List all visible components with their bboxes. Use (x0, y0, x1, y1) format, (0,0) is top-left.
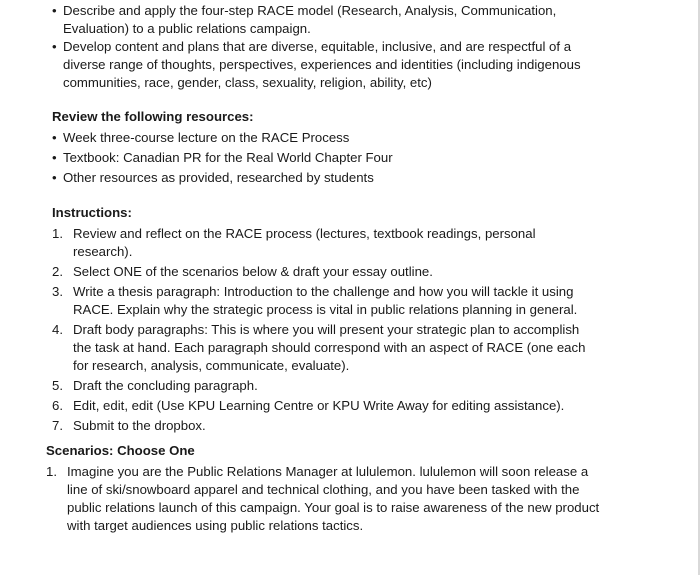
bullet-icon: • (52, 130, 57, 145)
instructions-list (52, 225, 597, 435)
instruction-text: Draft body paragraphs: This is where you will present your strategic plan to accomplish the task at hand. Each paragraph should correspond with an aspect of RACE (one each for research, analysis, communicate, evaluate). (73, 322, 586, 373)
list-item (52, 417, 597, 435)
list-item (52, 321, 597, 375)
instructions-heading: Instructions: (52, 205, 132, 220)
item-number: 6. (52, 398, 63, 413)
list-item (52, 2, 587, 38)
list-item (52, 397, 597, 415)
resource-text: Week three-course lecture on the RACE Process (63, 130, 350, 145)
item-number: 2. (52, 264, 63, 279)
bullet-icon: • (52, 170, 57, 185)
bullet-icon: • (52, 39, 57, 54)
list-item (52, 129, 592, 147)
instruction-text: Edit, edit, edit (Use KPU Learning Centre or KPU Write Away for editing assistance). (73, 398, 565, 413)
resource-text: Other resources as provided, researched by students (63, 170, 374, 185)
list-item (52, 169, 592, 187)
bullet-icon: • (52, 3, 57, 18)
instruction-text: Submit to the dropbox. (73, 418, 206, 433)
objective-text: Develop content and plans that are diverse, equitable, inclusive, and are respectful of a diverse range of thoughts, perspectives, experiences and identities (including indigenous communities, race, gender, class, sexuality, religion, ability, etc) (63, 39, 581, 90)
item-number: 7. (52, 418, 63, 433)
instruction-text: Select ONE of the scenarios below & draft your essay outline. (73, 264, 433, 279)
list-item (52, 149, 592, 167)
item-number: 5. (52, 378, 63, 393)
resources-list (52, 129, 592, 187)
objective-text: Describe and apply the four-step RACE model (Research, Analysis, Communication, Evaluation) to a public relations campaign. (63, 3, 557, 36)
list-item (52, 225, 597, 261)
list-item (52, 263, 597, 281)
instruction-text: Review and reflect on the RACE process (lectures, textbook readings, personal research). (73, 226, 536, 259)
list-item (46, 463, 606, 535)
resources-section (52, 108, 592, 187)
instruction-text: Write a thesis paragraph: Introduction to the challenge and how you will tackle it using RACE. Explain why the strategic process is vital in public relations planning in general. (73, 284, 578, 317)
scenarios-list (46, 463, 606, 535)
instruction-text: Draft the concluding paragraph. (73, 378, 258, 393)
objectives-list (52, 2, 587, 92)
resource-text: Textbook: Canadian PR for the Real World Chapter Four (63, 150, 393, 165)
scenarios-section (46, 442, 606, 535)
list-item (52, 377, 597, 395)
scenarios-heading: Scenarios: Choose One (46, 443, 195, 458)
list-item (52, 283, 597, 319)
list-item (52, 38, 587, 92)
bullet-icon: • (52, 150, 57, 165)
item-number: 3. (52, 284, 63, 299)
resources-heading: Review the following resources: (52, 109, 254, 124)
item-number: 1. (52, 226, 63, 241)
item-number: 4. (52, 322, 63, 337)
instructions-section (52, 204, 597, 435)
scenario-text: Imagine you are the Public Relations Manager at lululemon. lululemon will soon release a line of ski/snowboard apparel and technical clothing, and you have been tasked with the public relations launch of this campaign. Your goal is to raise awareness of the new product with target audiences using public relations tactics. (67, 464, 600, 533)
item-number: 1. (46, 464, 57, 479)
